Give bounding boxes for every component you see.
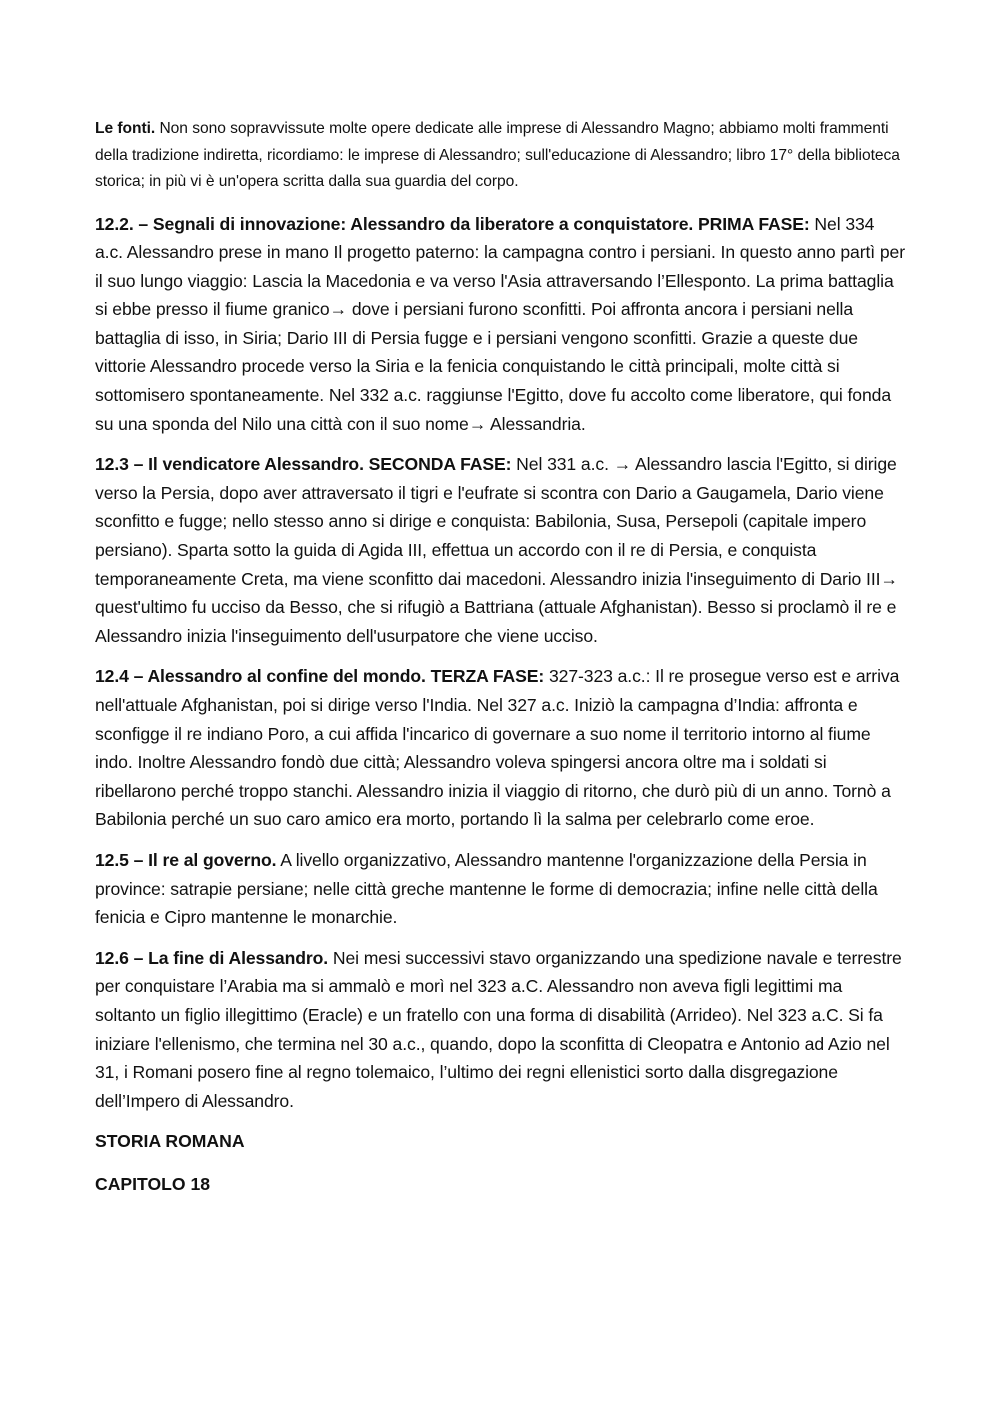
section-title: STORIA ROMANA (95, 1131, 245, 1152)
paragraph-heading: Le fonti. (95, 120, 156, 137)
paragraph-body: Nei mesi successivi stavo organizzando una spedizione navale e terrestre per conquistare l’Arabia ma si ammalò e morì nel 323 a.C. Alessandro non aveva figli legittimi ma soltanto un figlio illegittimo (Eracle) e un fratello con una forma di disabilità (Arrideo). Nel 323 a.C. Si fa iniziare l'ellenismo, che termina nel 30 a.c., quando, dopo la sconfitta di Cleopatra e Antonio ad Azio nel 31, i Romani posero fine al regno tolemaico, l’ultimo dei regni ellenistici sorto dalla disgregazione dell’Impero di Alessandro. (95, 947, 902, 1111)
document-page (95, 116, 907, 1213)
paragraph-12-6 (95, 944, 907, 1116)
chapter-title: CAPITOLO 18 (95, 1173, 211, 1194)
paragraph-body: 327-323 a.c.: Il re prosegue verso est e arriva nell'attuale Afghanistan, poi si dirige verso l'India. Nel 327 a.c. Iniziò la campagna d’India: affronta e sconfigge il re indiano Poro, a cui affida l'incarico di governare a suo nome il territorio intorno al fiume indo. Inoltre Alessandro fondò due città; Alessandro voleva spingersi ancora oltre ma i soldati si ribellarono perché troppo stanchi. Alessandro inizia il viaggio di ritorno, che durò più di un anno. Tornò a Babilonia perché un suo caro amico era morto, portando lì la salma per celebrarlo come eroe. (95, 666, 900, 830)
paragraph-12-2 (95, 210, 907, 439)
paragraph-12-4 (95, 662, 907, 834)
paragraph-body: Nel 334 a.c. Alessandro prese in mano Il progetto paterno: la campagna contro i persiani. In questo anno partì per il suo lungo viaggio: Lascia la Macedonia e va verso l'Asia attraversando l’Ellesponto. La prima battaglia si ebbe presso il fiume granico→ dove i persiani furono sconfitti. Poi affronta ancora i persiani nella battaglia di isso, in Siria; Dario III di Persia fugge e i persiani vengono sconfitti. Grazie a queste due vittorie Alessandro procede verso la Siria e la fenicia conquistando le città principali, molte città si sottomisero spontaneamente. Nel 332 a.c. raggiunse l'Egitto, dove fu accolto come liberatore, qui fonda su una sponda del Nilo una città con il suo nome→ Alessandria. (95, 213, 905, 434)
paragraph-12-5 (95, 846, 907, 932)
paragraph-body: Non sono sopravvissute molte opere dedicate alle imprese di Alessandro Magno; abbiamo molti frammenti della tradizione indiretta, ricordiamo: le imprese di Alessandro; sull'educazione di Alessandro; libro 17° della biblioteca storica; in più vi è un'opera scritta dalla sua guardia del corpo. (95, 120, 900, 190)
paragraph-fonti (95, 116, 907, 196)
paragraph-heading: 12.2. – Segnali di innovazione: Alessandro da liberatore a conquistatore. PRIMA FASE: (95, 213, 810, 234)
paragraph-12-3 (95, 450, 907, 650)
paragraph-heading: 12.4 – Alessandro al confine del mondo. TERZA FASE: (95, 666, 545, 687)
paragraph-heading: 12.6 – La fine di Alessandro. (95, 947, 329, 968)
paragraph-body: A livello organizzativo, Alessandro mantenne l'organizzazione della Persia in province: satrapie persiane; nelle città greche mantenne le forme di democrazia; infine nelle città della fenicia e Cipro mantenne le monarchie. (95, 849, 878, 928)
paragraph-body: Nel 331 a.c. → Alessandro lascia l'Egitto, si dirige verso la Persia, dopo aver attraversato il tigri e l'eufrate si scontra con Dario a Gaugamela, Dario viene sconfitto e fugge; nello stesso anno si dirige e conquista: Babilonia, Susa, Persepoli (capitale impero persiano). Sparta sotto la guida di Agida III, effettua un accordo con il re di Persia, e conquista temporaneamente Creta, ma viene sconfitto dai macedoni. Alessandro inizia l'inseguimento di Dario III→ quest'ultimo fu ucciso da Besso, che si rifugiò a Battriana (attuale Afghanistan). Besso si proclamò il re e Alessandro inizia l'inseguimento dell'usurpatore che viene ucciso. (95, 454, 898, 646)
paragraph-heading: 12.3 – Il vendicatore Alessandro. SECONDA FASE: (95, 454, 512, 475)
paragraph-heading: 12.5 – Il re al governo. (95, 849, 277, 870)
